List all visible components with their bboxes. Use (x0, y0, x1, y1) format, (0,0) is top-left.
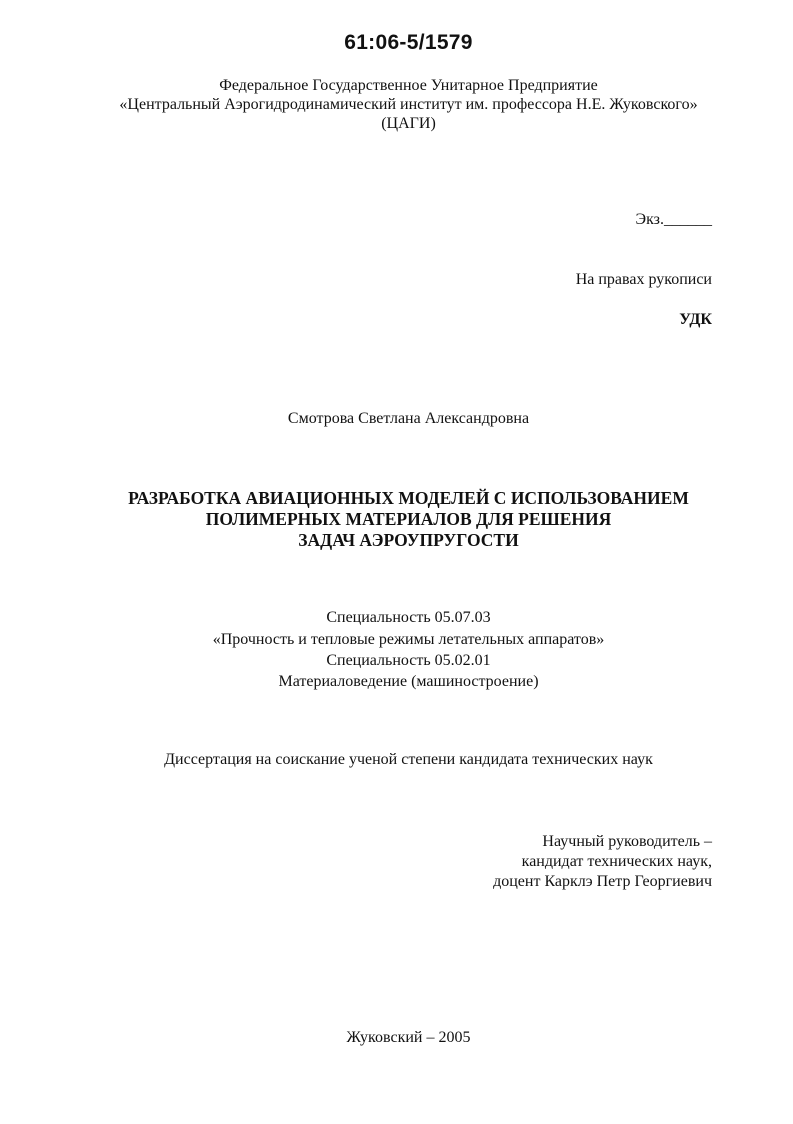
thesis-title-line-2: ПОЛИМЕРНЫХ МАТЕРИАЛОВ ДЛЯ РЕШЕНИЯ (205, 509, 612, 529)
supervisor-role: Научный руководитель – (542, 833, 712, 850)
registry-number: 61:06-5/1579 (344, 31, 473, 54)
city-year: Жуковский – 2005 (346, 1029, 471, 1046)
specialty-1-code: Специальность 05.07.03 (326, 609, 491, 626)
supervisor-degree: кандидат технических наук, (521, 853, 712, 870)
copy-number-label: Экз.______ (635, 211, 712, 228)
supervisor-name: доцент Карклэ Петр Георгиевич (493, 873, 712, 890)
organization-line-1: Федеральное Государственное Унитарное Предприятие (219, 77, 598, 94)
manuscript-rights-note: На правах рукописи (575, 271, 712, 288)
degree-statement: Диссертация на соискание ученой степени кандидата технических наук (164, 751, 653, 768)
author-name: Смотрова Светлана Александровна (287, 410, 530, 427)
thesis-title-line-1: РАЗРАБОТКА АВИАЦИОННЫХ МОДЕЛЕЙ С ИСПОЛЬЗОВАНИЕМ (128, 488, 689, 508)
organization-line-2: «Центральный Аэрогидродинамический институт им. профессора Н.Е. Жуковского» (119, 96, 698, 113)
thesis-title-line-3: ЗАДАЧ АЭРОУПРУГОСТИ (298, 530, 519, 550)
specialty-2-code: Специальность 05.02.01 (326, 652, 491, 669)
organization-abbreviation: (ЦАГИ) (381, 115, 436, 132)
specialty-1-name: «Прочность и тепловые режимы летательных аппаратов» (212, 631, 605, 648)
specialty-2-name: Материаловедение (машиностроение) (278, 673, 539, 690)
udk-label: УДК (679, 311, 712, 328)
